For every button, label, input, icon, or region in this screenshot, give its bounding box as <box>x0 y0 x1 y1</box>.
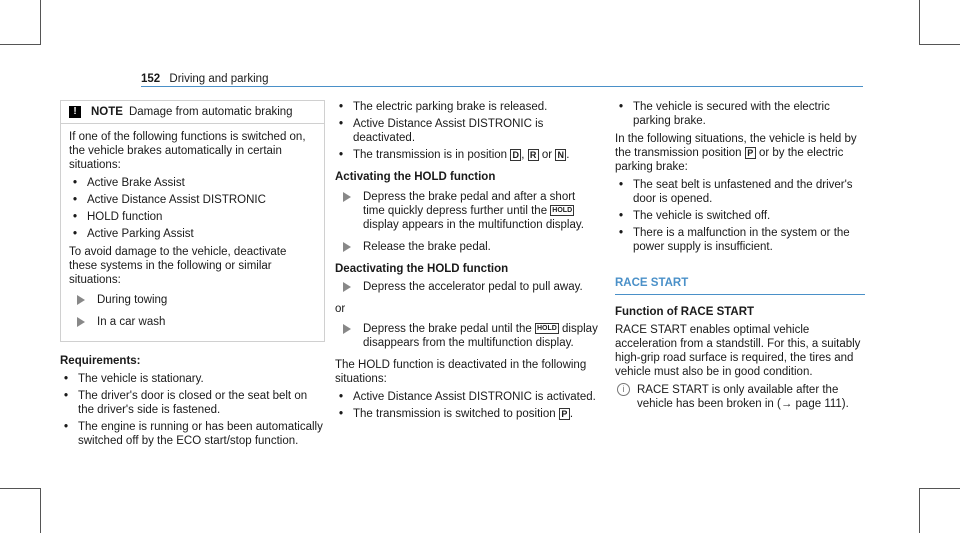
function-text: RACE START enables optimal vehicle acceleration from a standstill. For this, a suitably high-grip road surface is required, the tires and vehicle must also be in good condition. <box>615 324 861 378</box>
list-item: • The transmission is in position D , R or N . <box>335 148 600 162</box>
step-arrow-icon <box>343 242 351 252</box>
list-item: • The seat belt is unfastened and the driver's door is opened. <box>615 178 865 206</box>
warning-icon: ! <box>69 106 81 118</box>
list-item: • Active Distance Assist DISTRONIC <box>69 193 316 207</box>
list-item: • Active Brake Assist <box>69 176 316 190</box>
crop-mark <box>40 0 41 45</box>
note-title: NOTE <box>91 106 123 118</box>
step-arrow-icon <box>343 324 351 334</box>
function-list <box>69 176 316 241</box>
crop-mark <box>920 488 960 489</box>
step-item <box>335 190 600 232</box>
step-text: Depress the accelerator pedal to pull away. <box>363 281 583 293</box>
step-arrow-icon <box>77 317 85 327</box>
note-box <box>60 100 325 342</box>
step-text: display disappears from the multifunction display. <box>363 323 598 349</box>
or-text: or <box>541 149 553 161</box>
note-advice: To avoid damage to the vehicle, deactivate these systems in the following or similar situations: <box>69 246 287 286</box>
requirements-list <box>60 372 325 448</box>
crop-mark <box>920 44 960 45</box>
deactivating-heading: Deactivating the HOLD function <box>335 263 509 275</box>
list-item: • The electric parking brake is released. <box>335 100 600 114</box>
header-divider <box>141 86 863 87</box>
step-item <box>335 240 600 254</box>
list-item: • Active Parking Assist <box>69 227 316 241</box>
activating-heading: Activating the HOLD function <box>335 171 496 183</box>
note-header <box>61 101 324 124</box>
requirements-list-cont <box>335 100 600 162</box>
list-item: • Active Distance Assist DISTRONIC is activated. <box>335 390 600 404</box>
held-text-b: or by the electric parking brake: <box>615 147 844 173</box>
hold-icon: HOLD <box>552 207 573 215</box>
held-text <box>615 132 865 174</box>
step-text: Depress the brake pedal and after a short time quickly depress further until the <box>363 191 576 217</box>
note-subtitle: Damage from automatic braking <box>128 106 293 118</box>
crop-mark <box>0 488 40 489</box>
step-item <box>335 322 600 350</box>
note-intro: If one of the following functions is switched on, the vehicle brakes automatically in certain situations: <box>69 131 306 171</box>
deactivation-list <box>335 390 600 421</box>
section-title: Driving and parking <box>169 73 269 85</box>
step-text: display appears in the multifunction display. <box>363 219 584 231</box>
gear-text: The transmission is switched to position <box>353 408 556 420</box>
step-arrow-icon <box>343 282 351 292</box>
list-item: • The engine is running or has been automatically switched off by the ECO start/stop function. <box>60 420 325 448</box>
list-item: • The transmission is switched to position P . <box>335 407 600 421</box>
function-heading: Function of RACE START <box>615 306 755 318</box>
step-text: In a car wash <box>97 316 166 328</box>
requirements-heading: Requirements: <box>60 355 141 367</box>
info-note <box>615 383 865 411</box>
deactivation-text: The HOLD function is deactivated in the following situations: <box>335 359 587 385</box>
step-item <box>69 315 316 329</box>
page-number: 152 <box>141 73 161 85</box>
list-item: • The vehicle is stationary. <box>60 372 325 386</box>
or-text: or <box>335 303 346 315</box>
step-item <box>69 293 316 307</box>
gear-p-icon: P <box>559 408 570 420</box>
column-right <box>615 100 865 411</box>
list-item: • The driver's door is closed or the seat belt on the driver's side is fastened. <box>60 389 325 417</box>
crop-mark <box>919 488 920 533</box>
list-item: • The vehicle is switched off. <box>615 209 865 223</box>
list-item: • Active Distance Assist DISTRONIC is deactivated. <box>335 117 600 145</box>
column-left <box>60 100 325 452</box>
list-item: • There is a malfunction in the system or the power supply is insufficient. <box>615 226 865 254</box>
gear-r-icon: R <box>528 149 539 161</box>
list-item: • HOLD function <box>69 210 316 224</box>
hold-icon: HOLD <box>536 325 557 333</box>
crop-mark <box>919 0 920 45</box>
step-item <box>335 280 600 294</box>
deactivation-list-cont <box>615 100 865 128</box>
gear-p-icon: P <box>745 147 756 159</box>
step-arrow-icon <box>343 192 351 202</box>
note-body <box>61 124 324 341</box>
page-header <box>141 72 268 86</box>
step-arrow-icon <box>77 295 85 305</box>
info-icon: i <box>617 383 630 396</box>
crop-mark <box>0 44 40 45</box>
gear-n-icon: N <box>555 149 566 161</box>
column-middle <box>335 100 600 425</box>
step-text: Release the brake pedal. <box>363 241 491 253</box>
crop-mark <box>40 488 41 533</box>
held-text-a: In the following situations, the vehicle is held by the transmission position <box>615 133 857 159</box>
step-text: Depress the brake pedal until the <box>363 323 532 335</box>
list-item: • The vehicle is secured with the electric parking brake. <box>615 100 865 128</box>
gear-d-icon: D <box>510 149 521 161</box>
section-divider <box>615 294 865 295</box>
step-text: During towing <box>97 294 168 306</box>
race-start-title: RACE START <box>615 277 689 289</box>
info-text: RACE START is only available after the vehicle has been broken in (→ page 111). <box>637 384 849 410</box>
held-list <box>615 178 865 254</box>
gear-text: The transmission is in position <box>353 149 508 161</box>
